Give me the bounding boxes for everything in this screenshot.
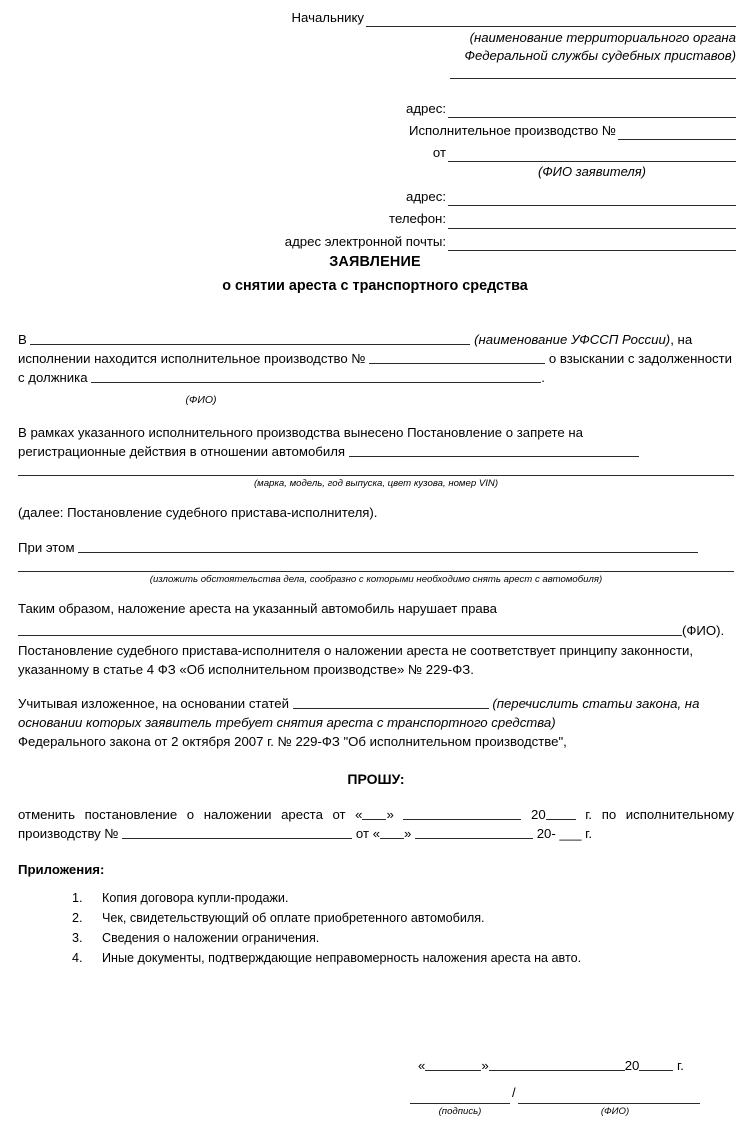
p3-blank-2[interactable] — [18, 571, 734, 572]
applicant-from-blank[interactable] — [448, 146, 736, 162]
p1-start: В — [18, 332, 27, 347]
org-address-line — [18, 99, 736, 118]
p2-line1: В рамках указанного исполнительного производства вынесено Постановление о запрете на — [18, 424, 583, 440]
document-title — [0, 252, 750, 297]
p3-blank-1[interactable] — [78, 541, 698, 553]
p1-org-blank[interactable] — [30, 333, 470, 345]
p1-italic-hint: (наименование УФССП России) — [474, 332, 671, 347]
request-month-blank-2[interactable] — [415, 827, 533, 839]
addressee-line — [18, 8, 736, 27]
signature-captions — [410, 1105, 730, 1119]
request-year-blank[interactable] — [546, 808, 576, 820]
request-year-suffix: г. — [585, 807, 593, 823]
applicant-address-blank[interactable] — [448, 190, 736, 206]
request-open-quote: « — [355, 807, 363, 823]
list-item: Сведения о наложении ограничения. — [102, 931, 320, 946]
p1-after-italic: , на исполнении находится исполнительное производство № — [18, 332, 693, 367]
request-day-blank-2[interactable] — [380, 827, 404, 839]
sign-close-quote: » — [481, 1058, 489, 1073]
applicant-address-line — [18, 187, 736, 206]
attachments-heading: Приложения: — [18, 861, 105, 877]
applicant-from-label: от — [432, 145, 446, 161]
request-part-3: от — [355, 826, 370, 842]
applicant-email-blank[interactable] — [448, 235, 736, 251]
org-address-label: адрес: — [406, 100, 446, 116]
applicant-phone-label: телефон: — [389, 211, 446, 227]
p4-fio-blank[interactable] — [18, 624, 682, 636]
addressee-header — [18, 8, 736, 251]
paragraph-conclusion — [18, 599, 734, 618]
applicant-phone-line — [18, 209, 736, 228]
request-tail: ___ г. — [559, 826, 592, 842]
signature-caption-sign: (подпись) — [438, 1105, 482, 1117]
paragraph-restriction — [18, 423, 734, 491]
request-case-blank[interactable] — [122, 827, 352, 839]
sign-year: 20 — [624, 1058, 640, 1073]
p3-label: При этом — [18, 539, 75, 555]
addressee-label: Начальнику — [291, 10, 364, 25]
addressee-caption-line2: Федеральной службы судебных приставов) — [464, 47, 736, 63]
addressee-blank[interactable] — [366, 11, 736, 27]
p3-caption: (изложить обстоятельства дела, сообразно с которыми необходимо снять арест с автомобиля) — [149, 574, 603, 586]
sign-day-blank[interactable] — [425, 1059, 481, 1071]
applicant-email-label: адрес электронной почты: — [284, 233, 446, 249]
paragraph-circumstances — [18, 538, 734, 587]
p5-articles-blank[interactable] — [293, 696, 489, 708]
signature-blank[interactable] — [410, 1090, 510, 1104]
applicant-caption: (ФИО заявителя) — [537, 164, 646, 180]
case-number-label: Исполнительное производство № — [408, 123, 616, 139]
request-month-blank[interactable] — [403, 808, 521, 820]
attachments-list — [18, 889, 734, 968]
paragraph-case-intro: В (наименование УФССП России), на исполнении находится исполнительное производство № о взыскании с задолженности с должника . — [18, 332, 733, 386]
p5-start: Учитывая изложенное, на основании статей — [18, 695, 289, 711]
sign-open-quote: « — [418, 1058, 426, 1073]
sign-month-blank[interactable] — [489, 1059, 625, 1071]
sign-year-suffix: г. — [677, 1058, 684, 1073]
applicant-phone-blank[interactable] — [448, 213, 736, 229]
list-item: Чек, свидетельствующий об оплате приобретенного автомобиля. — [102, 910, 485, 925]
request-part-1: отменить постановление о наложении ареста от — [18, 807, 346, 823]
case-number-blank[interactable] — [618, 124, 736, 140]
applicant-from-line — [18, 143, 736, 162]
addressee-caption-line1: (наименование территориального органа — [469, 30, 736, 46]
p4-fio-line — [18, 621, 734, 640]
request-heading: ПРОШУ: — [347, 771, 405, 787]
request-year: 20 — [530, 807, 546, 823]
list-item: Иные документы, подтверждающие неправомерность наложения ареста на авто. — [102, 951, 582, 966]
addressee-extra-blank[interactable] — [450, 78, 736, 79]
request-day-blank[interactable] — [362, 808, 386, 820]
p1-caption: (ФИО) — [185, 394, 217, 407]
p1-case-blank[interactable] — [369, 352, 545, 364]
sign-year-blank[interactable] — [639, 1059, 673, 1071]
applicant-email-line — [18, 232, 736, 251]
p5-tail: Федерального закона от 2 октября 2007 г. № 229-ФЗ "Об исполнительном производстве", — [18, 733, 567, 749]
signature-separator: / — [512, 1085, 516, 1101]
document-body — [18, 330, 734, 970]
paragraph-legal-basis — [18, 694, 734, 751]
request-year-2: 20- — [536, 826, 556, 842]
p4-text: Таким образом, наложение ареста на указанный автомобиль нарушает права — [18, 601, 497, 617]
signature-date-line — [410, 1056, 730, 1075]
p2-vehicle-blank-1[interactable] — [349, 445, 639, 457]
p1-tail: о взыскании с задолженности с должника — [18, 351, 733, 386]
p2-caption: (марка, модель, год выпуска, цвет кузова, номер VIN) — [253, 477, 499, 489]
signature-fio-blank[interactable] — [518, 1090, 700, 1104]
p2-vehicle-blank-2[interactable] — [18, 475, 734, 476]
p2-line2: регистрационные действия в отношении автомобиля — [18, 443, 346, 459]
paragraph-request — [18, 805, 734, 843]
request-close-quote: » — [386, 807, 394, 823]
request-close-quote-2: » — [404, 826, 412, 842]
signature-block — [410, 1056, 730, 1119]
list-item: Копия договора купли-продажи. — [102, 890, 289, 905]
title-subtitle: о снятии ареста с транспортного средства — [222, 277, 528, 294]
paragraph-definition: (далее: Постановление судебного пристава-исполнителя). — [18, 504, 378, 520]
p4-fio-label: (ФИО). — [682, 623, 725, 639]
org-address-blank[interactable] — [448, 102, 736, 118]
applicant-address-label: адрес: — [406, 189, 446, 205]
signature-caption-fio: (ФИО) — [600, 1105, 630, 1117]
title-main: ЗАЯВЛЕНИЕ — [329, 254, 421, 270]
p1-debtor-blank[interactable] — [91, 371, 541, 383]
p4-rest: Постановление судебного пристава-исполнителя о наложении ареста не соответствует принципу законности, указанному в статье 4 ФЗ «Об исполнительном производстве» № 229-ФЗ. — [18, 643, 694, 678]
signature-caption-gap — [510, 1105, 524, 1119]
case-number-line — [18, 121, 736, 140]
p5-italic-hint: (перечислить статьи закона, на основании которых заявитель требует снятия ареста с транспортного средства) — [18, 695, 700, 730]
request-part-2: по исполнительному производству № — [18, 807, 734, 842]
request-open-quote-2: « — [372, 826, 381, 842]
signature-slots — [410, 1084, 730, 1104]
